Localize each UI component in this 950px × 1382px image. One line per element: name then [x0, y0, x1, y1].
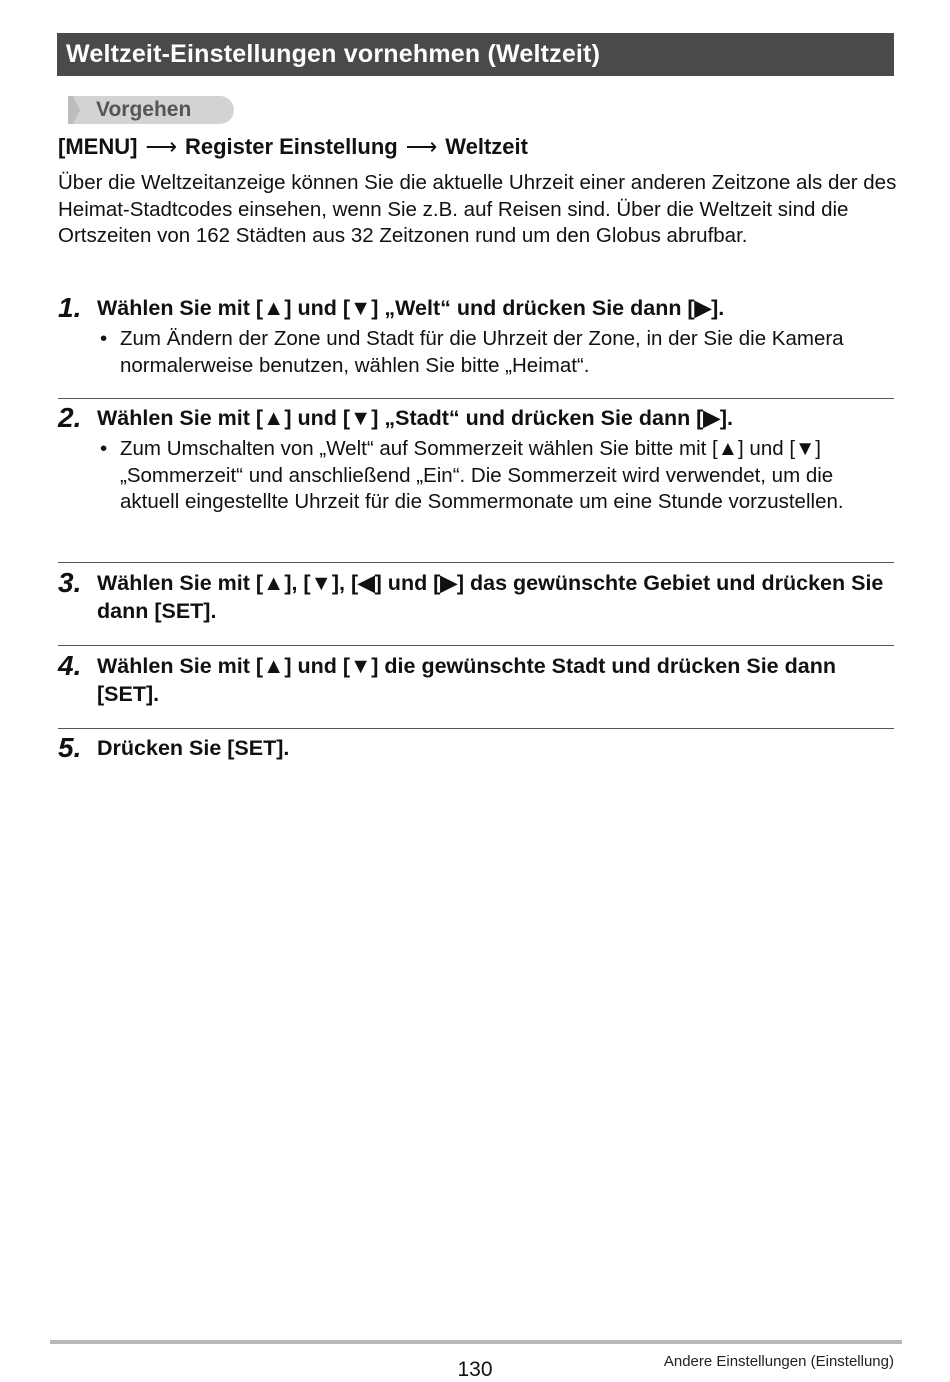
step-number: 4.	[58, 650, 82, 681]
badge-label: Vorgehen	[96, 98, 192, 121]
badge-stripe	[60, 96, 68, 124]
step-note: • Zum Umschalten von „Welt“ auf Sommerzeit wählen Sie bitte mit [▲] und [▼] „Sommerzeit“ und anschließend „Ein“. Die Sommerzeit wird verwendet, um die aktuell eingestellte Uhrzeit für die Sommermonate um eine Stunde vorzustellen.	[100, 437, 844, 513]
menu-path	[58, 132, 528, 162]
menu-path-menu: [MENU]	[58, 134, 138, 159]
menu-path-register: Register Einstellung	[184, 134, 398, 159]
divider	[58, 728, 894, 729]
step-4	[58, 652, 894, 708]
page-number: 130	[457, 1358, 493, 1381]
footer-section-title: Andere Einstellungen (Einstellung)	[663, 1353, 894, 1370]
divider	[58, 645, 894, 646]
step-1	[58, 294, 894, 379]
intro-paragraph: Über die Weltzeitanzeige können Sie die aktuelle Uhrzeit einer anderen Zeitzone als der des Heimat-Stadtcodes einsehen, wenn Sie z.B. auf Reisen sind. Über die Weltzeit sind die Ortszeiten von 162 Städten aus 32 Zeitzonen rund um den Globus abrufbar.	[58, 171, 897, 247]
menu-path-weltzeit: Weltzeit	[445, 134, 528, 159]
step-note-text: Zum Ändern der Zone und Stadt für die Uhrzeit der Zone, in der Sie die Kamera normalerweise benutzen, wählen Sie bitte „Heimat“.	[120, 327, 844, 377]
step-number: 2.	[58, 402, 82, 433]
step-5	[58, 734, 894, 762]
divider	[58, 562, 894, 563]
page-title: Weltzeit-Einstellungen vornehmen (Weltzeit)	[57, 33, 894, 76]
arrow-right-icon: ⟶	[145, 134, 177, 159]
step-number: 5.	[58, 732, 82, 763]
step-number: 3.	[58, 567, 82, 598]
footer-divider	[50, 1340, 902, 1344]
step-number: 1.	[58, 292, 82, 323]
divider	[58, 398, 894, 399]
step-note: • Zum Ändern der Zone und Stadt für die Uhrzeit der Zone, in der Sie die Kamera normalerweise benutzen, wählen Sie bitte „Heimat“.	[100, 327, 844, 377]
step-note-text: Zum Umschalten von „Welt“ auf Sommerzeit wählen Sie bitte mit [▲] und [▼] „Sommerzeit“ und anschließend „Ein“. Die Sommerzeit wird verwendet, um die aktuell eingestellte Uhrzeit für die Sommermonate um eine Stunde vorzustellen.	[120, 437, 844, 513]
procedure-badge	[60, 96, 234, 124]
step-2	[58, 404, 894, 516]
arrow-right-icon: ⟶	[405, 134, 438, 159]
step-3	[58, 569, 894, 625]
step-instruction: Wählen Sie mit [▲] und [▼] „Welt“ und drücken Sie dann [▶].	[97, 296, 725, 320]
badge-chevron-icon	[68, 96, 80, 124]
step-instruction: Wählen Sie mit [▲] und [▼] die gewünschte Stadt und drücken Sie dann [SET].	[97, 654, 836, 706]
step-instruction: Wählen Sie mit [▲], [▼], [◀] und [▶] das gewünschte Gebiet und drücken Sie dann [SET].	[97, 571, 884, 623]
step-instruction: Drücken Sie [SET].	[97, 736, 290, 760]
step-instruction: Wählen Sie mit [▲] und [▼] „Stadt“ und drücken Sie dann [▶].	[97, 406, 734, 430]
